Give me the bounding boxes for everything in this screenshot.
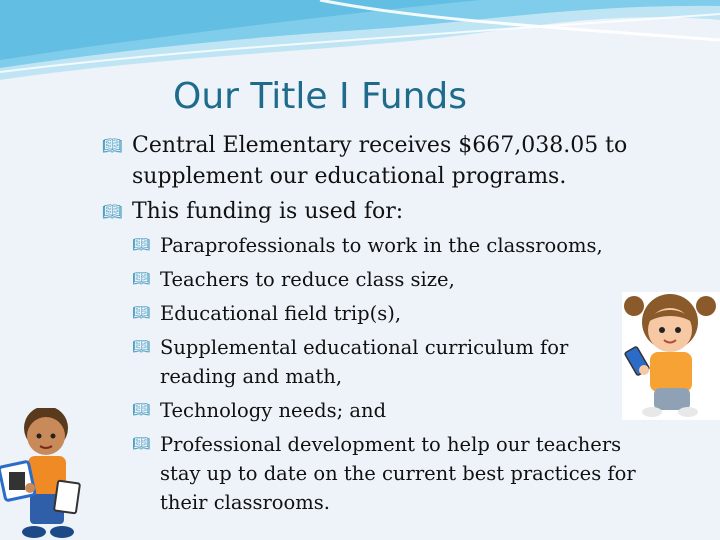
sub-bullet-item (102, 265, 642, 294)
open-book-icon: 📖︎ (102, 136, 123, 155)
sub-bullet-item (102, 299, 642, 328)
sub-bullet-text: Educational field trip(s), (160, 302, 402, 325)
open-book-icon: 📖︎ (132, 237, 150, 253)
open-book-icon: 📖︎ (132, 271, 150, 287)
open-book-icon: 📖︎ (132, 436, 150, 452)
open-book-icon: 📖︎ (102, 202, 123, 221)
bullet-text: Central Elementary receives $667,038.05 to supplement our educational programs. (132, 133, 628, 189)
sub-bullet-text: Technology needs; and (160, 399, 387, 422)
sub-bullet-text: Supplemental educational curriculum for reading and math, (160, 336, 569, 388)
open-book-icon: 📖︎ (132, 305, 150, 321)
boy-with-tablets-illustration (0, 408, 92, 540)
sub-bullet-item (102, 231, 642, 260)
bullet-text: This funding is used for: (132, 199, 404, 224)
bullet-item (102, 130, 642, 192)
open-book-icon: 📖︎ (132, 339, 150, 355)
sub-bullet-text: Paraprofessionals to work in the classrooms, (160, 234, 603, 257)
slide-content (102, 130, 642, 522)
open-book-icon: 📖︎ (132, 402, 150, 418)
sub-bullet-item (102, 430, 642, 517)
sub-bullet-text: Professional development to help our teachers stay up to date on the current best practices for their classrooms. (160, 433, 636, 514)
sub-bullet-item (102, 396, 642, 425)
slide-title: Our Title I Funds (172, 76, 468, 117)
girl-with-tablet-illustration (614, 292, 720, 420)
sub-bullet-text: Teachers to reduce class size, (160, 268, 455, 291)
sub-bullet-item (102, 333, 642, 391)
bullet-item (102, 196, 642, 227)
